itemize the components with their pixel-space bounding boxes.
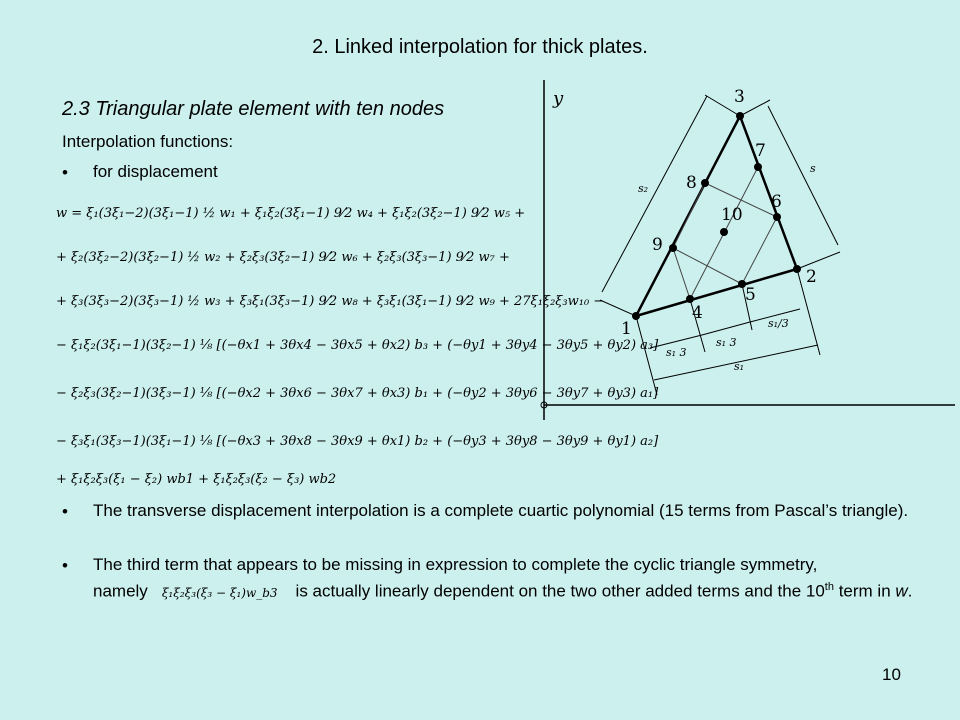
section-subtitle: 2.3 Triangular plate element with ten nodes: [62, 98, 445, 120]
equation-line-6: − ξ₃ξ₁(3ξ₃−1)(3ξ₁−1) ⅛ [(−θx3 + 3θx8 − 3θx9 + θx1) b₂ + (−θy3 + 3θy8 − 3θy9 + θy1) a₂]: [56, 434, 659, 449]
dim-label-s: s: [810, 162, 816, 175]
equation-line-1: w = ξ₁(3ξ₁−2)(3ξ₁−1) ½ w₁ + ξ₁ξ₂(3ξ₁−1) 9⁄2 w₄ + ξ₁ξ₂(3ξ₂−1) 9⁄2 w₅ +: [56, 206, 526, 221]
bullet-marker: •: [62, 163, 68, 182]
equation-line-4: − ξ₁ξ₂(3ξ₁−1)(3ξ₂−1) ⅛ [(−θx1 + 3θx4 − 3θx5 + θx2) b₃ + (−θy1 + 3θy4 − 3θy5 + θy2) a₃]: [56, 338, 659, 353]
node-label-10: 10: [721, 205, 743, 225]
symmetry-text-a: The third term that appears to be missing in expression to complete the cyclic triangle symmetry, namely: [93, 555, 818, 601]
node-label-8: 8: [686, 173, 697, 193]
nodes: [632, 112, 801, 320]
page-number: 10: [882, 665, 901, 684]
bullet-polynomial-note: The transverse displacement interpolation is a complete cuartic polynomial (15 terms from Pascal’s triangle).: [93, 501, 909, 520]
symmetry-text-w: w: [895, 581, 908, 601]
node-label-5: 5: [745, 285, 756, 305]
slide-title: 2. Linked interpolation for thick plates.: [312, 36, 648, 58]
dim-label-s1-third-b: s₁ 3: [716, 336, 737, 349]
dimension-lines: [600, 95, 840, 395]
element-triangle: [636, 116, 797, 316]
dim-label-s1-third-a: s₁ 3: [666, 346, 687, 359]
equation-line-3: + ξ₃(3ξ₃−2)(3ξ₃−1) ½ w₃ + ξ₃ξ₁(3ξ₃−1) 9⁄2 w₈ + ξ₃ξ₁(3ξ₁−1) 9⁄2 w₉ + 27ξ₁ξ₂ξ₃w₁₀ −: [56, 294, 605, 309]
node-label-1: 1: [621, 319, 632, 339]
node-label-3: 3: [734, 87, 745, 107]
node-label-6: 6: [771, 192, 782, 212]
equation-line-5: − ξ₂ξ₃(3ξ₂−1)(3ξ₃−1) ⅛ [(−θx2 + 3θx6 − 3θx7 + θx3) b₁ + (−θy2 + 3θy6 − 3θy7 + θy3) a₁]: [56, 386, 659, 401]
node-7: [754, 163, 762, 171]
bullet-marker: •: [62, 556, 68, 575]
node-label-9: 9: [652, 235, 663, 255]
bullet-displacement: for displacement: [93, 162, 218, 181]
superscript-th: th: [824, 581, 834, 593]
dim-label-s2: s₂: [638, 182, 649, 195]
missing-term-equation: ξ₁ξ₂ξ₃(ξ₃ − ξ₁)w_b3: [161, 585, 278, 600]
node-9: [669, 244, 677, 252]
bullet-marker: •: [62, 502, 68, 521]
node-label-4: 4: [692, 303, 703, 323]
equation-line-7: + ξ₁ξ₂ξ₃(ξ₁ − ξ₂) wb1 + ξ₁ξ₂ξ₃(ξ₂ − ξ₃) wb2: [56, 472, 337, 487]
symmetry-text-b: is actually linearly dependent on the two other added terms and the 10: [295, 581, 825, 601]
y-axis-label: y: [553, 88, 564, 109]
symmetry-text-c: term in: [833, 581, 896, 601]
node-label-2: 2: [806, 267, 817, 287]
dim-label-s1-third-c: s₁/3: [768, 317, 789, 330]
symmetry-text-d: .: [907, 581, 913, 601]
interpolation-label: Interpolation functions:: [62, 132, 234, 151]
equation-line-2: + ξ₂(3ξ₂−2)(3ξ₂−1) ½ w₂ + ξ₂ξ₃(3ξ₂−1) 9⁄2 w₆ + ξ₂ξ₃(3ξ₃−1) 9⁄2 w₇ +: [56, 250, 510, 265]
node-6: [773, 213, 781, 221]
node-10: [720, 228, 728, 236]
node-8: [701, 179, 709, 187]
node-label-7: 7: [755, 141, 766, 161]
dim-label-s1: s₁: [734, 360, 745, 373]
